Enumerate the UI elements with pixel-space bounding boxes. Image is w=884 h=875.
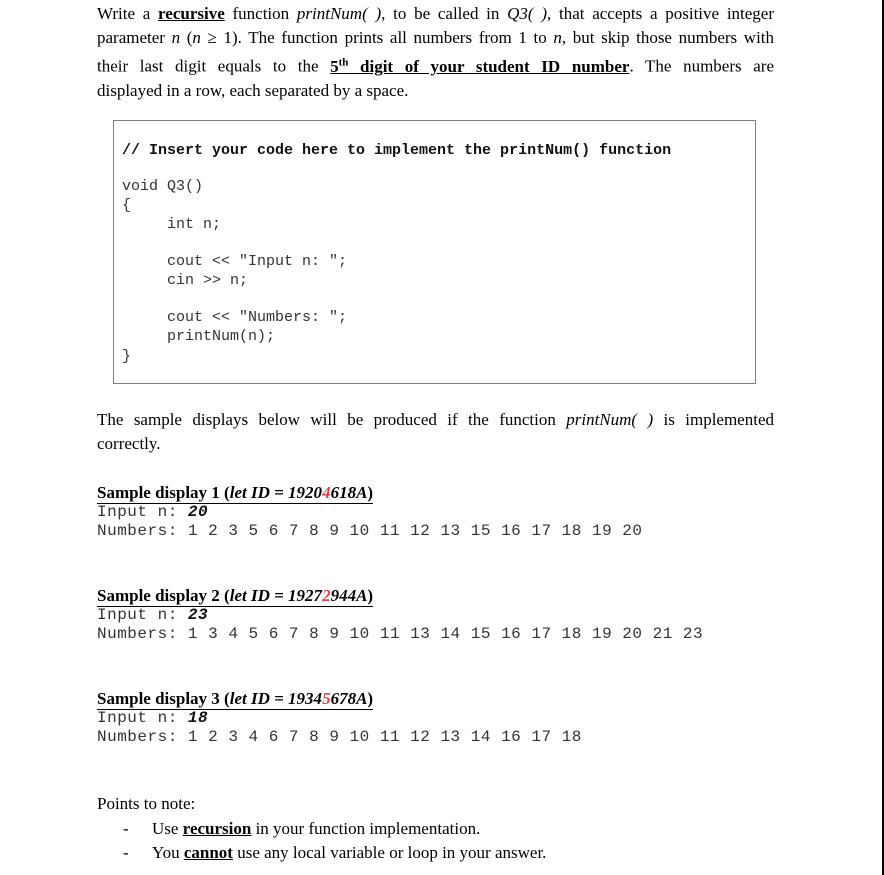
code-line: printNum(n);: [122, 328, 276, 345]
question-line-3: their last digit equals to the 5th digit of your student ID number. The numbers are: [97, 56, 775, 76]
sample-intro-line-1: The sample displays below will be produced if the function printNum( ) is implemented: [97, 410, 775, 429]
sample-1-title: Sample display 1 (let ID = 19204618A): [97, 483, 374, 502]
notes-title: Points to note:: [97, 794, 196, 813]
sample-2-input: Input n: 23: [97, 606, 209, 624]
question-paragraph: [97, 2, 774, 103]
question-line-1: Write a recursive function printNum( ), to be called in Q3( ), that accepts a positive integer: [97, 4, 775, 23]
note-item-no-loop: - You cannot use any local variable or loop in your answer.: [123, 843, 547, 862]
code-box: [113, 120, 756, 384]
question-line-4: displayed in a row, each separated by a space.: [97, 80, 409, 100]
sample-2-numbers: Numbers: 1 3 4 5 6 7 8 9 10 11 13 14 15 16 17 18 19 20 21 23: [97, 625, 704, 643]
question-line-2: parameter n (n ≥ 1). The function prints all numbers from 1 to n, but skip those numbers with: [97, 28, 775, 47]
code-line: void Q3(): [122, 178, 204, 195]
code-line: int n;: [122, 216, 222, 233]
sample-3-numbers: Numbers: 1 2 3 4 6 7 8 9 10 11 12 13 14 16 17 18: [97, 728, 582, 746]
note-item-recursion: - Use recursion in your function implementation.: [123, 819, 481, 838]
sample-intro-line-2: correctly.: [97, 434, 161, 453]
sample-3-title: Sample display 3 (let ID = 19345678A): [97, 689, 374, 708]
sample-1-numbers: Numbers: 1 2 3 5 6 7 8 9 10 11 12 13 15 16 17 18 19 20: [97, 522, 643, 540]
code-line: {: [122, 197, 132, 214]
code-line: cin >> n;: [122, 272, 249, 289]
code-line: }: [122, 348, 132, 365]
sample-intro-paragraph: [97, 408, 774, 456]
sample-1-input: Input n: 20: [97, 503, 209, 521]
code-line: cout << "Input n: ";: [122, 253, 348, 270]
sample-2-title: Sample display 2 (let ID = 19272944A): [97, 586, 374, 605]
code-line: cout << "Numbers: ";: [122, 309, 348, 326]
code-comment: // Insert your code here to implement the printNum() function: [122, 142, 672, 159]
sample-3-input: Input n: 18: [97, 709, 209, 727]
